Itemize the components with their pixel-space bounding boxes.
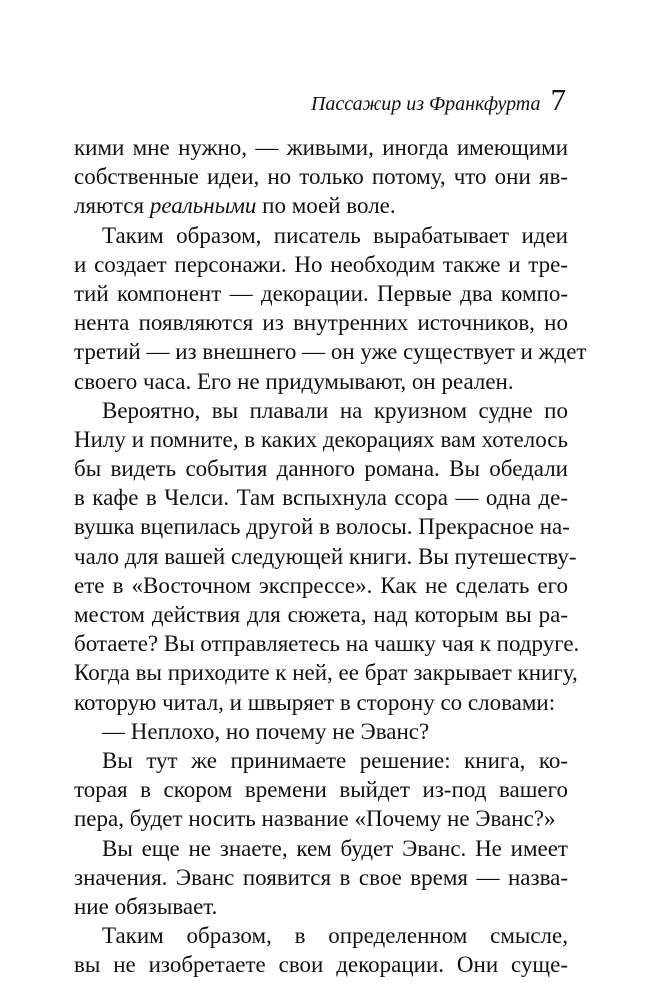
running-title: Пассажир из Франкфурта — [310, 93, 541, 115]
text-line — [74, 133, 568, 162]
text-line — [74, 629, 580, 658]
text-segment: третий — из внешнего — он уже существует и ждет — [74, 339, 587, 365]
text-line — [74, 279, 568, 308]
text-line — [74, 863, 568, 892]
text-segment: местом действия для сюжета, над которым вы ра- — [74, 602, 568, 627]
text-segment: и создает персонажи. Но необходим также и тре- — [74, 251, 568, 277]
text-segment: ние обязывает. — [74, 893, 218, 919]
text-line — [74, 542, 577, 571]
text-segment: в кафе в Челси. Там вспыхнула ссора — одна де- — [74, 485, 568, 511]
text-line — [74, 191, 568, 220]
text-segment: по моей воле. — [256, 193, 396, 219]
text-line — [74, 717, 568, 746]
text-segment: тий компонент — декорации. Первые два компо- — [74, 280, 568, 306]
body-text — [74, 133, 587, 979]
text-segment: вы не изобретаете свои декорации. Они суще- — [74, 952, 568, 978]
text-line — [74, 746, 568, 775]
text-segment: ете в «Восточном экспрессе». Как не сделать его — [74, 572, 568, 598]
text-segment: кими мне нужно, — живыми, иногда имеющими — [74, 135, 568, 160]
text-segment: ляются — [74, 193, 150, 219]
text-line — [74, 250, 568, 279]
text-line — [74, 396, 568, 425]
text-segment: — Неплохо, но почему не Эванс? — [102, 718, 430, 744]
text-line — [74, 775, 568, 804]
text-line — [74, 950, 568, 979]
text-line — [74, 425, 568, 454]
text-segment: Вероятно, вы плавали на круизном судне по — [102, 397, 568, 423]
text-line — [74, 308, 568, 337]
text-line — [74, 367, 568, 396]
text-segment: Нилу и помните, в каких декорациях вам хотелось — [74, 426, 568, 452]
text-line — [74, 600, 568, 629]
text-line — [74, 454, 568, 483]
page-number: 7 — [550, 82, 566, 117]
running-header — [74, 82, 566, 118]
text-segment: вушка вцепилась другой в волосы. Прекрасное на- — [74, 514, 570, 540]
text-line — [74, 337, 587, 366]
text-line — [74, 921, 568, 950]
text-segment: торая в скором времени выйдет из-под вашего — [74, 777, 568, 803]
text-line — [74, 834, 568, 863]
text-line — [74, 804, 568, 833]
text-line — [74, 512, 568, 541]
text-segment: бы видеть события данного романа. Вы обедали — [74, 456, 568, 482]
text-segment: пера, будет носить название «Почему не Эванс?» — [74, 806, 556, 832]
text-segment: Таким образом, писатель вырабатывает идеи — [102, 222, 568, 248]
text-segment: Таким образом, в определенном смысле, — [102, 923, 568, 949]
text-line — [74, 162, 568, 191]
text-line — [74, 571, 568, 600]
text-line — [74, 892, 568, 921]
text-segment: собственные идеи, но только потому, что они яв- — [74, 164, 568, 190]
text-segment: Когда вы приходите к ней, ее брат закрывает книгу, — [74, 660, 578, 686]
text-segment: Вы еще не знаете, кем будет Эванс. Не имеет — [102, 835, 568, 861]
text-line — [74, 688, 568, 717]
text-segment: нента появляются из внутренних источников, но — [74, 310, 568, 336]
emphasis-text: реальными — [149, 193, 257, 219]
text-segment: значения. Эванс появится в свое время — назва- — [74, 864, 568, 890]
text-segment: своего часа. Его не придумывают, он реален. — [74, 368, 514, 394]
text-line — [74, 658, 578, 687]
text-segment: ботаете? Вы отправляетесь на чашку чая к подруге. — [74, 631, 580, 657]
text-segment: которую читал, и швыряет в сторону со словами: — [74, 689, 556, 715]
text-segment: Вы тут же принимаете решение: книга, ко- — [102, 747, 568, 773]
text-line — [74, 483, 568, 512]
text-line — [74, 221, 568, 250]
text-segment: чало для вашей следующей книги. Вы путешеству- — [74, 543, 577, 569]
